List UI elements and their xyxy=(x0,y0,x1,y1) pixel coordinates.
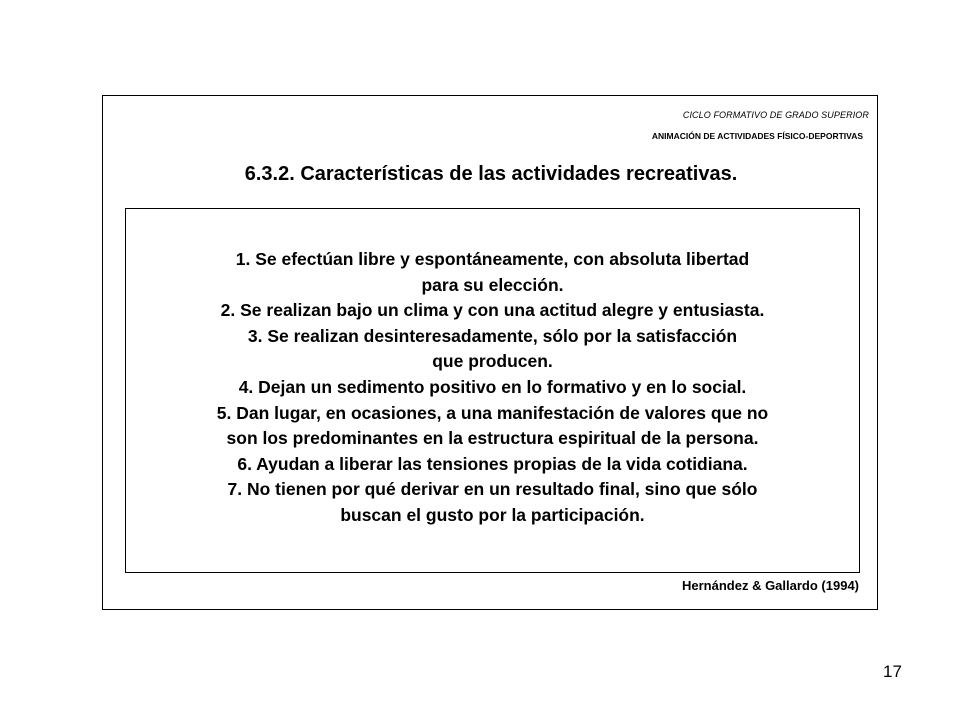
slide-frame xyxy=(102,95,878,610)
citation: Hernández & Gallardo (1994) xyxy=(682,578,859,593)
list-item-line: 1. Se efectúan libre y espontáneamente, con absoluta libertad xyxy=(235,249,750,269)
list-item xyxy=(126,298,859,324)
list-item-line: 2. Se realizan bajo un clima y con una actitud alegre y entusiasta. xyxy=(220,300,765,321)
list-item xyxy=(126,477,859,528)
list-item xyxy=(126,401,859,452)
list-item-line: 7. No tienen por qué derivar en un resultado final, sino que sólo xyxy=(227,479,758,500)
characteristics-list xyxy=(126,247,859,529)
list-item-line: son los predominantes en la estructura espiritual de la persona. xyxy=(226,428,759,449)
page-number: 17 xyxy=(883,662,902,681)
list-item-line: 6. Ayudan a liberar las tensiones propias de la vida cotidiana. xyxy=(237,453,748,474)
list-item xyxy=(126,324,859,375)
list-item-line: 3. Se realizan desinteresadamente, sólo por la satisfacción xyxy=(247,325,738,346)
course-level-header: CICLO FORMATIVO DE GRADO SUPERIOR xyxy=(682,110,869,120)
list-item-line: que producen. xyxy=(432,351,553,372)
list-item xyxy=(126,247,859,298)
course-name-header: ANIMACIÓN DE ACTIVIDADES FÍSICO-DEPORTIVAS xyxy=(651,131,863,141)
list-item-line: buscan el gusto por la participación. xyxy=(340,504,645,525)
list-item-line: 5. Dan lugar, en ocasiones, a una manifestación de valores que no xyxy=(216,402,769,423)
characteristics-box xyxy=(125,208,860,573)
list-item xyxy=(126,375,859,401)
page-title: 6.3.2. Características de las actividades recreativas. xyxy=(244,163,738,185)
list-item-line: 4. Dejan un sedimento positivo en lo formativo y en lo social. xyxy=(238,376,747,397)
list-item-line: para su elección. xyxy=(421,274,564,295)
list-item xyxy=(126,452,859,478)
